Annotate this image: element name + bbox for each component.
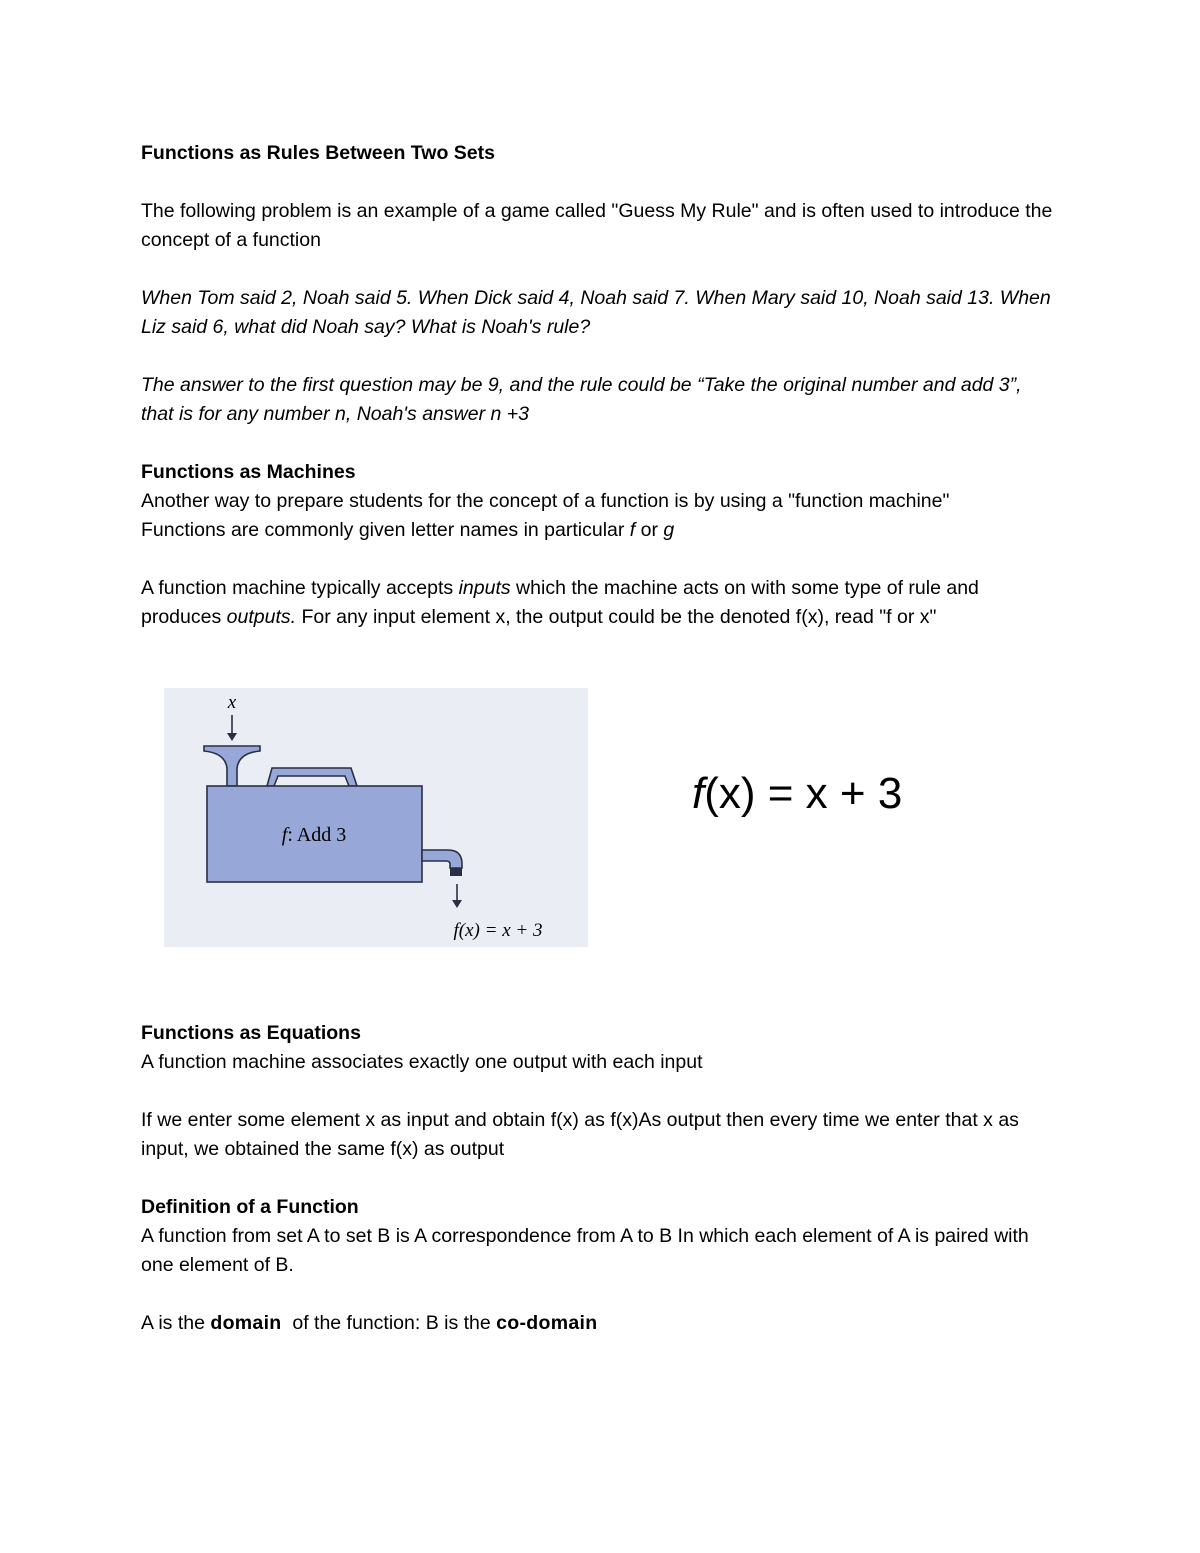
machines-line-2: Functions are commonly given letter names in particular f or g	[141, 519, 675, 541]
answer-paragraph: The answer to the first question may be 9, and the rule could be “Take the original number and add 3”, that is for any number n, Noah's answer n +3	[141, 374, 1022, 425]
equations-paragraph: If we enter some element x as input and obtain f(x) as f(x)As output then every time we enter that x as input, we obtained the same f(x) as output	[141, 1109, 1019, 1160]
document-page	[141, 139, 1056, 1338]
function-formula: f(x) = x + 3	[692, 769, 903, 818]
machine-label: f: Add 3	[281, 824, 347, 846]
equations-line-1: A function machine associates exactly one output with each input	[141, 1051, 703, 1073]
machines-line-1: Another way to prepare students for the concept of a function is by using a "function machine"	[141, 490, 950, 512]
input-label: x	[227, 692, 237, 713]
section-title-rules: Functions as Rules Between Two Sets	[141, 142, 495, 164]
intro-paragraph: The following problem is an example of a game called "Guess My Rule" and is often used to introduce the concept of a function	[141, 200, 1053, 251]
machines-paragraph: A function machine typically accepts inputs which the machine acts on with some type of rule and produces outputs. For any input element x, the output could be the denoted f(x), read "f or x"	[141, 577, 979, 628]
codomain-term: co-domain	[496, 1312, 598, 1334]
function-machine-figure	[141, 660, 1056, 990]
domain-codomain-line: A is the domain of the function: B is the co-domain	[141, 1312, 598, 1334]
problem-paragraph: When Tom said 2, Noah said 5. When Dick said 4, Noah said 7. When Mary said 10, Noah said 13. When Liz said 6, what did Noah say? What is Noah's rule?	[141, 287, 1051, 338]
section-title-equations: Functions as Equations	[141, 1022, 361, 1044]
domain-term: domain	[210, 1312, 282, 1334]
definition-paragraph: A function from set A to set B is A correspondence from A to B In which each element of A is paired with one element of B.	[141, 1225, 1029, 1276]
section-title-definition: Definition of a Function	[141, 1196, 359, 1218]
function-machine-illustration	[164, 688, 588, 947]
output-label: f(x) = x + 3	[453, 920, 543, 941]
section-title-machines: Functions as Machines	[141, 461, 356, 483]
